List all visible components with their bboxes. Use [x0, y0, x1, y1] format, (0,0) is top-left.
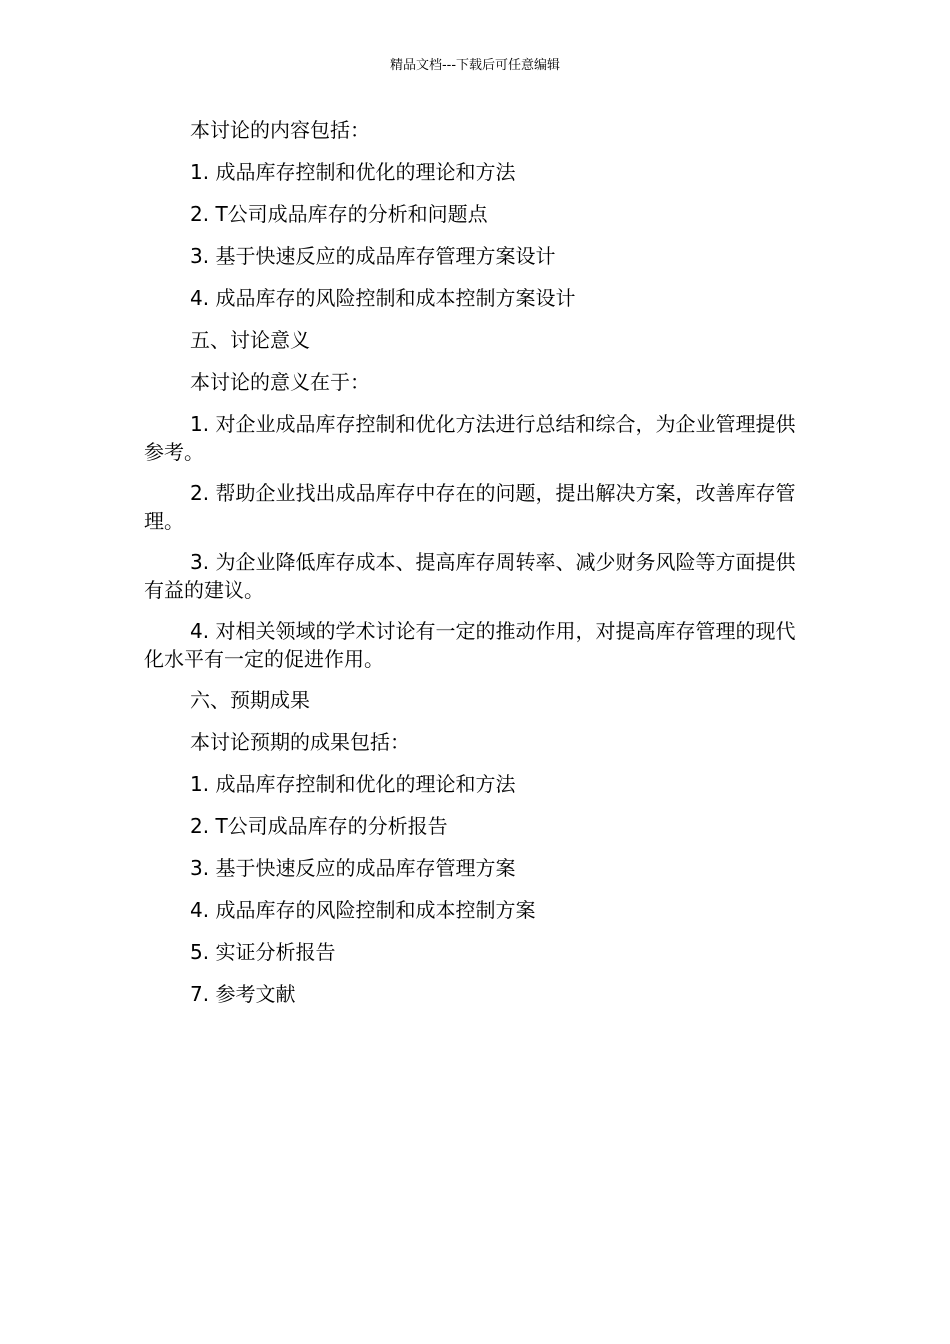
significance-intro: 本讨论的意义在于： [190, 370, 370, 394]
significance-item-4: 4. 对相关领域的学术讨论有一定的推动作用，对提高库存管理的现代化水平有一定的促进作用。 [144, 619, 796, 671]
page-header: 精品文档---下载后可任意编辑 [389, 58, 561, 73]
content-item-2: 2. T公司成品库存的分析和问题点 [190, 202, 488, 226]
outcomes-item-5: 5. 实证分析报告 [190, 940, 336, 964]
document-body [144, 116, 800, 1022]
significance-heading: 五、讨论意义 [190, 328, 310, 352]
significance-item-3: 3. 为企业降低库存成本、提高库存周转率、减少财务风险等方面提供有益的建议。 [144, 550, 796, 602]
content-item-3: 3. 基于快速反应的成品库存管理方案设计 [190, 244, 556, 268]
outcomes-intro: 本讨论预期的成果包括： [190, 730, 410, 754]
outcomes-item-4: 4. 成品库存的风险控制和成本控制方案 [190, 898, 536, 922]
content-item-1: 1. 成品库存控制和优化的理论和方法 [190, 160, 516, 184]
outcomes-item-1: 1. 成品库存控制和优化的理论和方法 [190, 772, 516, 796]
outcomes-item-7: 7. 参考文献 [190, 982, 296, 1006]
outcomes-item-3: 3. 基于快速反应的成品库存管理方案 [190, 856, 516, 880]
outcomes-heading: 六、预期成果 [190, 688, 310, 712]
outcomes-item-2: 2. T公司成品库存的分析报告 [190, 814, 448, 838]
significance-item-1: 1. 对企业成品库存控制和优化方法进行总结和综合，为企业管理提供参考。 [144, 412, 796, 464]
content-intro: 本讨论的内容包括： [190, 118, 370, 142]
content-item-4: 4. 成品库存的风险控制和成本控制方案设计 [190, 286, 576, 310]
significance-item-2: 2. 帮助企业找出成品库存中存在的问题，提出解决方案，改善库存管理。 [144, 481, 796, 533]
